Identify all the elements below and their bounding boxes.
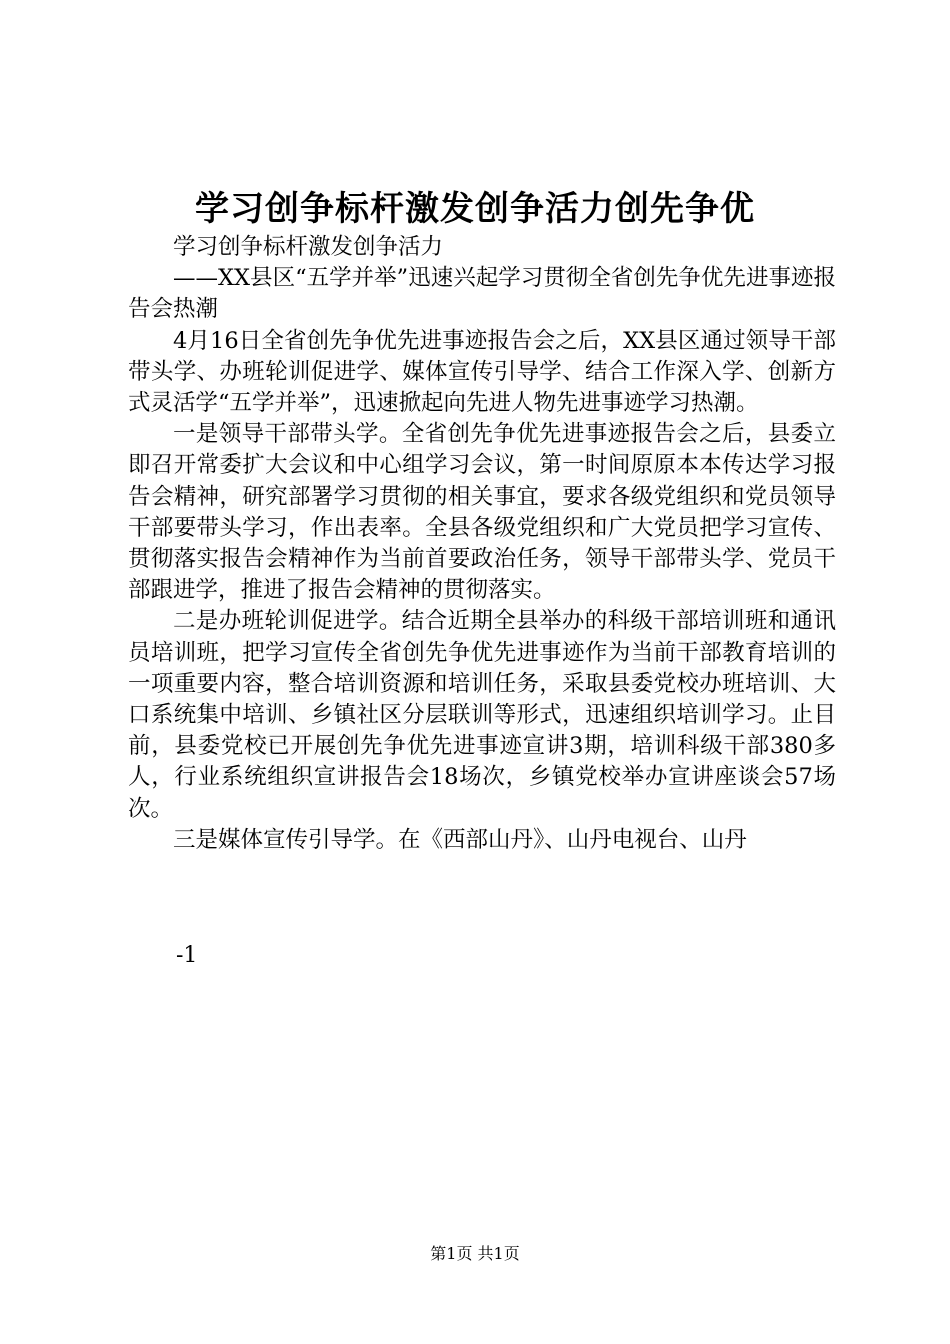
page-marker: -1 xyxy=(176,943,198,968)
paragraph-three: 三是媒体宣传引导学。在《西部山丹》、山丹电视台、山丹 xyxy=(173,826,747,853)
paragraph-intro: 4月16日全省创先争优先进事迹报告会之后，XX县区通过领导干部带头学、办班轮训促进学、媒体宣传引导学、结合工作深入学、创新方式灵活学“五学并举”，迅速掀起向先进人物先进事迹学习热潮。 xyxy=(128,327,836,417)
document-title: 学习创争标杆激发创争活力创先争优 xyxy=(195,189,755,229)
paragraph-one: 一是领导干部带头学。全省创先争优先进事迹报告会之后，县委立即召开常委扩大会议和中心组学习会议，第一时间原原本本传达学习报告会精神，研究部署学习贯彻的相关事宜，要求各级党组织和党员领导干部要带头学习，作出表率。全县各级党组织和广大党员把学习宣传、贯彻落实报告会精神作为当前首要政治任务，领导干部带头学、党员干部跟进学，推进了报告会精神的贯彻落实。 xyxy=(128,421,836,604)
document-body xyxy=(128,232,836,856)
paragraph-two: 二是办班轮训促进学。结合近期全县举办的科级干部培训班和通讯员培训班，把学习宣传全省创先争优先进事迹作为当前干部教育培训的一项重要内容，整合培训资源和培训任务，采取县委党校办班培训、大口系统集中培训、乡镇社区分层联训等形式，迅速组织培训学习。止目前，县委党校已开展创先争优先进事迹宣讲3期，培训科级干部380多人，行业系统组织宣讲报告会18场次，乡镇党校举办宣讲座谈会57场次。 xyxy=(128,608,836,822)
subtitle-detail: ——XX县区“五学并举”迅速兴起学习贯彻全省创先争优先进事迹报告会热潮 xyxy=(128,265,836,323)
subtitle-line: 学习创争标杆激发创争活力 xyxy=(173,234,444,260)
page-footer: 第1页 共1页 xyxy=(430,1244,520,1263)
